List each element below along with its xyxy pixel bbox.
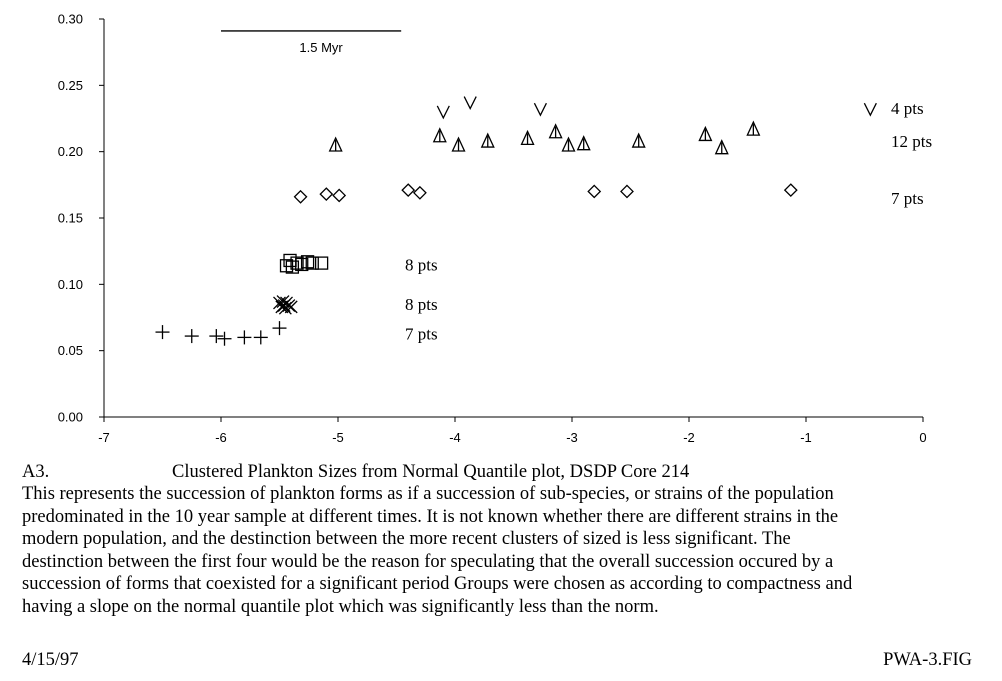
data-point: [578, 137, 590, 150]
data-point: [699, 127, 711, 140]
data-point: [534, 103, 546, 115]
diamond-mark: [785, 184, 797, 196]
data-point: [633, 134, 645, 147]
caption-line: having a slope on the normal quantile plot which was significantly less than the norm.: [22, 596, 659, 617]
data-point: [588, 185, 600, 197]
data-point: [402, 184, 414, 196]
footer-filename: PWA-3.FIG: [883, 650, 972, 670]
x-tick-label: -6: [215, 430, 227, 445]
data-point: [237, 330, 251, 344]
v-mark: [534, 103, 546, 115]
y-tick-label: 0.10: [57, 276, 83, 292]
caption-line: This represents the succession of plankton forms as if a succession of sub-species, or strains of the population: [22, 484, 834, 504]
diamond-mark: [402, 184, 414, 196]
data-point: [156, 325, 170, 339]
series-count-label: 7 pts: [405, 324, 438, 344]
caption-line: modern population, and the destinction between the more recent clusters of sized is less significant. The: [22, 529, 791, 550]
diamond-mark: [621, 185, 633, 197]
x-tick-label: -5: [332, 430, 344, 445]
caption-line: succession of forms that coexisted for a significant period Groups were chosen as according to compactness and: [22, 574, 853, 595]
data-point: [437, 106, 449, 118]
data-point: [464, 97, 476, 109]
data-point: [522, 131, 534, 144]
diamond-mark: [333, 189, 345, 201]
caption-line: destinction between the first four would be the reason for speculating that the overall succession occured by a: [22, 551, 834, 572]
data-point: [453, 138, 465, 151]
series-count-label: 8 pts: [405, 295, 438, 315]
data-point: [562, 138, 574, 151]
data-point: [316, 257, 328, 269]
x-tick-label: -2: [683, 430, 695, 445]
data-point: [482, 134, 494, 147]
caption-line: predominated in the 10 year sample at different times. It is not known whether there are different strains in the: [22, 506, 839, 527]
y-tick-label: 0.05: [57, 343, 83, 359]
caption-body: [22, 483, 982, 619]
data-point: [273, 321, 287, 335]
v-mark: [437, 106, 449, 118]
data-point: [330, 138, 342, 151]
diamond-mark: [414, 187, 426, 199]
x-tick-label: -1: [800, 430, 812, 445]
square-mark: [316, 257, 328, 269]
data-point: [621, 185, 633, 197]
footer-date: 4/15/97: [22, 650, 79, 670]
data-point: [295, 191, 307, 203]
x-tick-label: -4: [449, 430, 461, 445]
series-count-label: 7 pts: [891, 189, 924, 209]
y-tick-label: 0.00: [57, 409, 83, 425]
data-point: [320, 188, 332, 200]
data-point: [185, 329, 199, 343]
x-tick-label: 0: [919, 430, 927, 445]
data-point: [550, 125, 562, 138]
series-count-label: 4 pts: [891, 98, 924, 118]
series-count-label: 12 pts: [891, 132, 933, 152]
series-count-label: 8 pts: [405, 255, 438, 275]
diamond-mark: [588, 185, 600, 197]
x-tick-label: -7: [98, 430, 110, 445]
data-point: [333, 189, 345, 201]
data-point: [864, 103, 876, 115]
y-tick-label: 0.25: [57, 77, 83, 93]
x-tick-label: -3: [566, 430, 578, 445]
figure-title: Clustered Plankton Sizes from Normal Quantile plot, DSDP Core 214: [172, 462, 690, 482]
chart-series-labels: [405, 99, 932, 344]
data-point: [785, 184, 797, 196]
figure-id: A3.: [22, 462, 50, 482]
data-point: [747, 122, 759, 135]
data-point: [434, 129, 446, 142]
data-point: [218, 332, 232, 346]
data-point: [209, 329, 223, 343]
chart-axes: [104, 19, 923, 417]
data-point: [716, 141, 728, 154]
y-tick-label: 0.30: [57, 11, 83, 27]
v-mark: [864, 103, 876, 115]
data-point: [414, 187, 426, 199]
chart-ticks: [58, 12, 927, 446]
y-tick-label: 0.15: [57, 210, 83, 226]
data-point: [254, 330, 268, 344]
diamond-mark: [295, 191, 307, 203]
chart-marks: [156, 97, 877, 346]
scale-bar-label: 1.5 Myr: [299, 39, 343, 55]
diamond-mark: [320, 188, 332, 200]
y-tick-label: 0.20: [57, 144, 83, 160]
v-mark: [464, 97, 476, 109]
